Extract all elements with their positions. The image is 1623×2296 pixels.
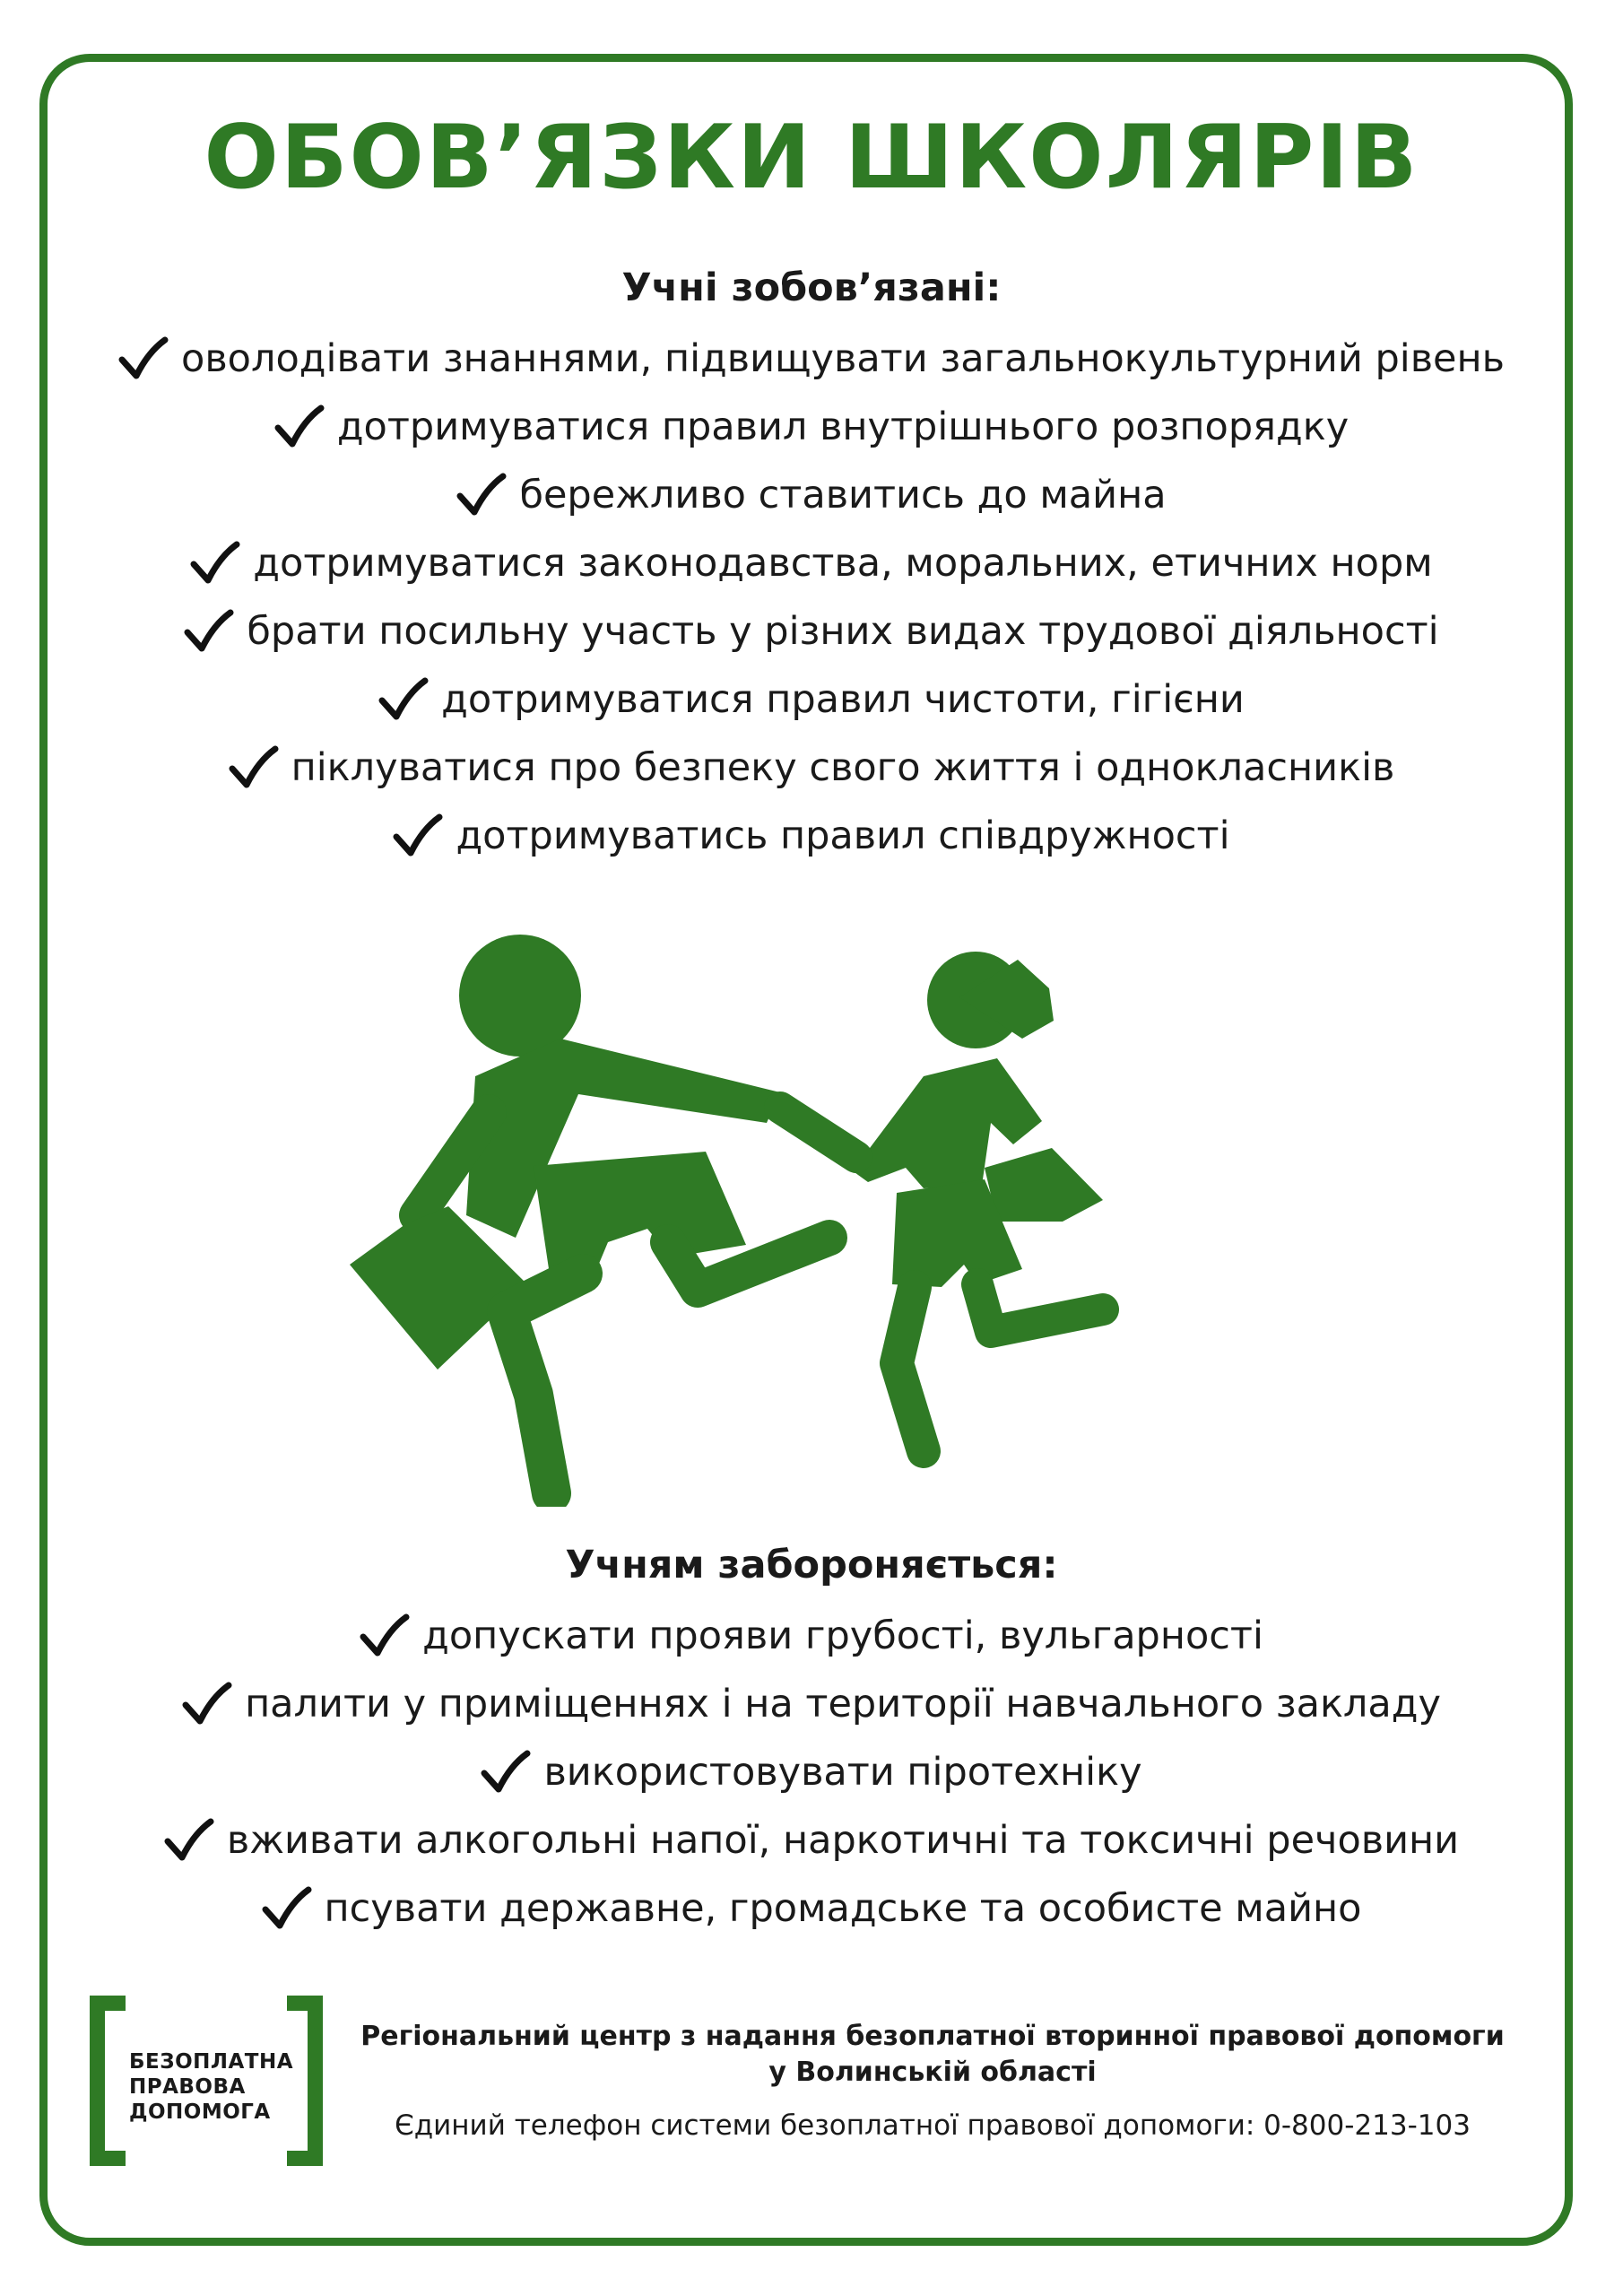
list-item-text: вживати алкогольні напої, наркотичні та токсичні речовини	[226, 1818, 1460, 1863]
list-item	[0, 1738, 1623, 1806]
checkmark-icon	[274, 404, 325, 449]
list-item	[0, 529, 1623, 597]
logo-line-3: ДОПОМОГА	[129, 2100, 271, 2124]
checkmark-icon	[229, 745, 279, 790]
list-item	[0, 393, 1623, 461]
logo-line-2: ПРАВОВА	[129, 2075, 246, 2099]
list-item	[0, 597, 1623, 665]
checkmark-icon	[262, 1886, 312, 1931]
list-item-text: дотримуватися правил внутрішнього розпорядку	[336, 404, 1350, 449]
list-item-text: дотримуватися правил чистоти, гігієни	[441, 677, 1245, 722]
organization-region: у Волинській області	[768, 2057, 1097, 2088]
logo-text	[129, 2049, 293, 2125]
duties-heading: Учні зобов’язані:	[621, 265, 1002, 310]
organization-name: Регіональний центр з надання безоплатної вторинної правової допомоги	[360, 2021, 1505, 2052]
page-title: ОБОВ’ЯЗКИ ШКОЛЯРІВ	[204, 107, 1419, 209]
checkmark-icon	[481, 1750, 531, 1795]
list-item	[0, 1874, 1623, 1943]
running-schoolchildren-icon	[332, 933, 1193, 1507]
list-item-text: оволодівати знаннями, підвищувати загальнокультурний рівень	[181, 336, 1505, 381]
list-item	[0, 1670, 1623, 1738]
list-item	[0, 325, 1623, 393]
list-item-text: використовувати піротехніку	[543, 1750, 1142, 1795]
checkmark-icon	[190, 541, 240, 586]
checkmark-icon	[118, 336, 169, 381]
prohibitions-list	[0, 1602, 1623, 1943]
checkmark-icon	[393, 813, 443, 858]
checkmark-icon	[164, 1818, 214, 1863]
hotline-phone: Єдиний телефон системи безоплатної правової допомоги: 0-800-213-103	[395, 2109, 1471, 2142]
list-item-text: бережливо ставитись до майна	[519, 473, 1167, 517]
list-item	[0, 734, 1623, 802]
checkmark-icon	[456, 473, 507, 517]
checkmark-icon	[360, 1613, 410, 1658]
list-item	[0, 1602, 1623, 1670]
list-item	[0, 802, 1623, 870]
prohibitions-heading: Учням забороняється:	[565, 1543, 1058, 1587]
duties-list	[0, 325, 1623, 870]
logo-line-1: БЕЗОПЛАТНА	[129, 2050, 294, 2074]
list-item-text: брати посильну участь у різних видах трудової діяльності	[247, 609, 1439, 654]
list-item-text: дотримуватись правил співдружності	[456, 813, 1230, 858]
checkmark-icon	[378, 677, 429, 722]
list-item-text: піклуватися про безпеку свого життя і однокласників	[291, 745, 1395, 790]
list-item-text: дотримуватися законодавства, моральних, етичних норм	[253, 541, 1433, 586]
checkmark-icon	[184, 609, 234, 654]
list-item-text: палити у приміщеннях і на території навчального закладу	[245, 1682, 1441, 1726]
list-item	[0, 665, 1623, 734]
list-item-text: допускати прояви грубості, вульгарності	[422, 1613, 1263, 1658]
legal-aid-logo	[90, 1996, 323, 2166]
list-item-text: псувати державне, громадське та особисте майно	[324, 1886, 1362, 1931]
list-item	[0, 1806, 1623, 1874]
list-item	[0, 461, 1623, 529]
checkmark-icon	[182, 1682, 232, 1726]
